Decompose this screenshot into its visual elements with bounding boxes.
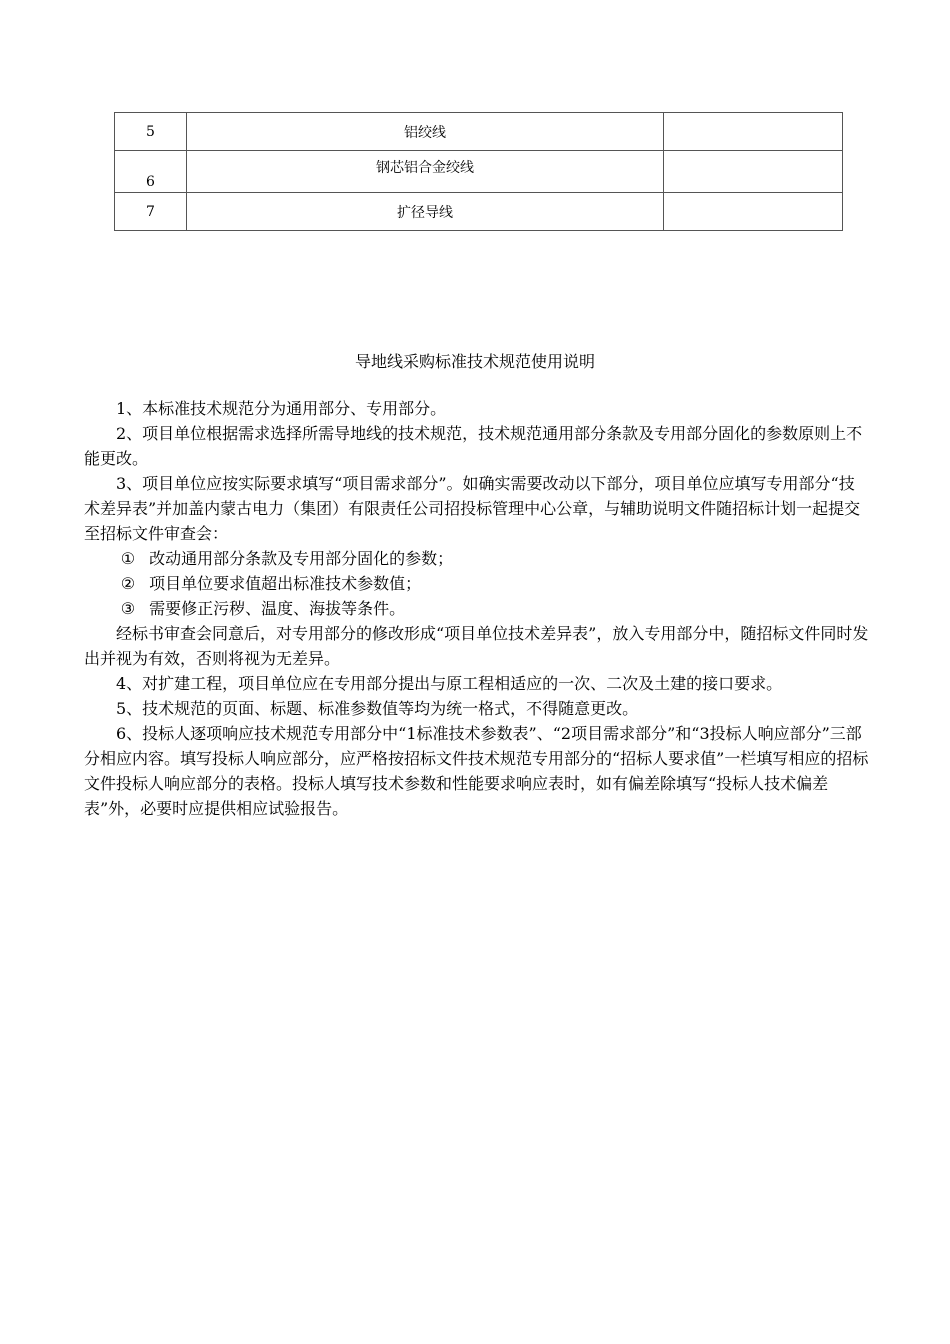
conductor-table — [114, 112, 843, 231]
row-number: 7 — [115, 193, 187, 231]
paragraph-2: 2、项目单位根据需求选择所需导地线的技术规范，技术规范通用部分条款及专用部分固化的参数原则上不能更改。 — [84, 424, 863, 468]
section-title: 导地线采购标准技术规范使用说明 — [354, 352, 595, 371]
paragraph-4: 经标书审查会同意后，对专用部分的修改形成“项目单位技术差异表”，放入专用部分中，随招标文件同时发出并视为有效，否则将视为无差异。 — [84, 624, 869, 668]
item-text: 项目单位要求值超出标准技术参数值； — [149, 574, 422, 593]
row-value — [664, 193, 843, 231]
row-value — [664, 113, 843, 151]
item-marker: ③ — [120, 599, 136, 618]
paragraph-5: 4、对扩建工程，项目单位应在专用部分提出与原工程相适应的一次、二次及土建的接口要求。 — [116, 674, 783, 693]
table-row — [115, 151, 843, 193]
list-item — [84, 571, 870, 596]
item-text: 改动通用部分条款及专用部分固化的参数； — [149, 549, 454, 568]
paragraph-6: 5、技术规范的页面、标题、标准参数值等均为统一格式，不得随意更改。 — [116, 699, 639, 718]
table-row — [115, 113, 843, 151]
paragraph-1: 1、本标准技术规范分为通用部分、专用部分。 — [116, 399, 447, 418]
list-item — [84, 596, 870, 621]
row-number: 6 — [115, 151, 187, 193]
paragraph-7: 6、投标人逐项响应技术规范专用部分中“1标准技术参数表”、“2项目需求部分”和“3投标人响应部分”三部分相应内容。填写投标人响应部分，应严格按招标文件技术规范专用部分的“招标人要求值”一栏填写相应的招标文件投标人响应部分的表格。投标人填写技术参数和性能要求响应表时，如有偏差除填写“投标人技术偏差表”外，必要时应提供相应试验报告。 — [84, 724, 869, 818]
paragraph-3: 3、项目单位应按实际要求填写“项目需求部分”。如确实需要改动以下部分，项目单位应填写专用部分“技术差异表”并加盖内蒙古电力（集团）有限责任公司招投标管理中心公章，与辅助说明文件随招标计划一起提交至招标文件审查会： — [84, 474, 861, 543]
row-name: 铝绞线 — [187, 113, 664, 151]
table-row — [115, 193, 843, 231]
row-name: 钢芯铝合金绞线 — [187, 151, 664, 193]
list-item — [84, 546, 870, 571]
row-name: 扩径导线 — [187, 193, 664, 231]
item-text: 需要修正污秽、温度、海拔等条件。 — [149, 599, 406, 618]
item-marker: ① — [120, 549, 136, 568]
row-number: 5 — [115, 113, 187, 151]
section-body — [84, 396, 870, 821]
item-marker: ② — [120, 574, 136, 593]
row-value — [664, 151, 843, 193]
